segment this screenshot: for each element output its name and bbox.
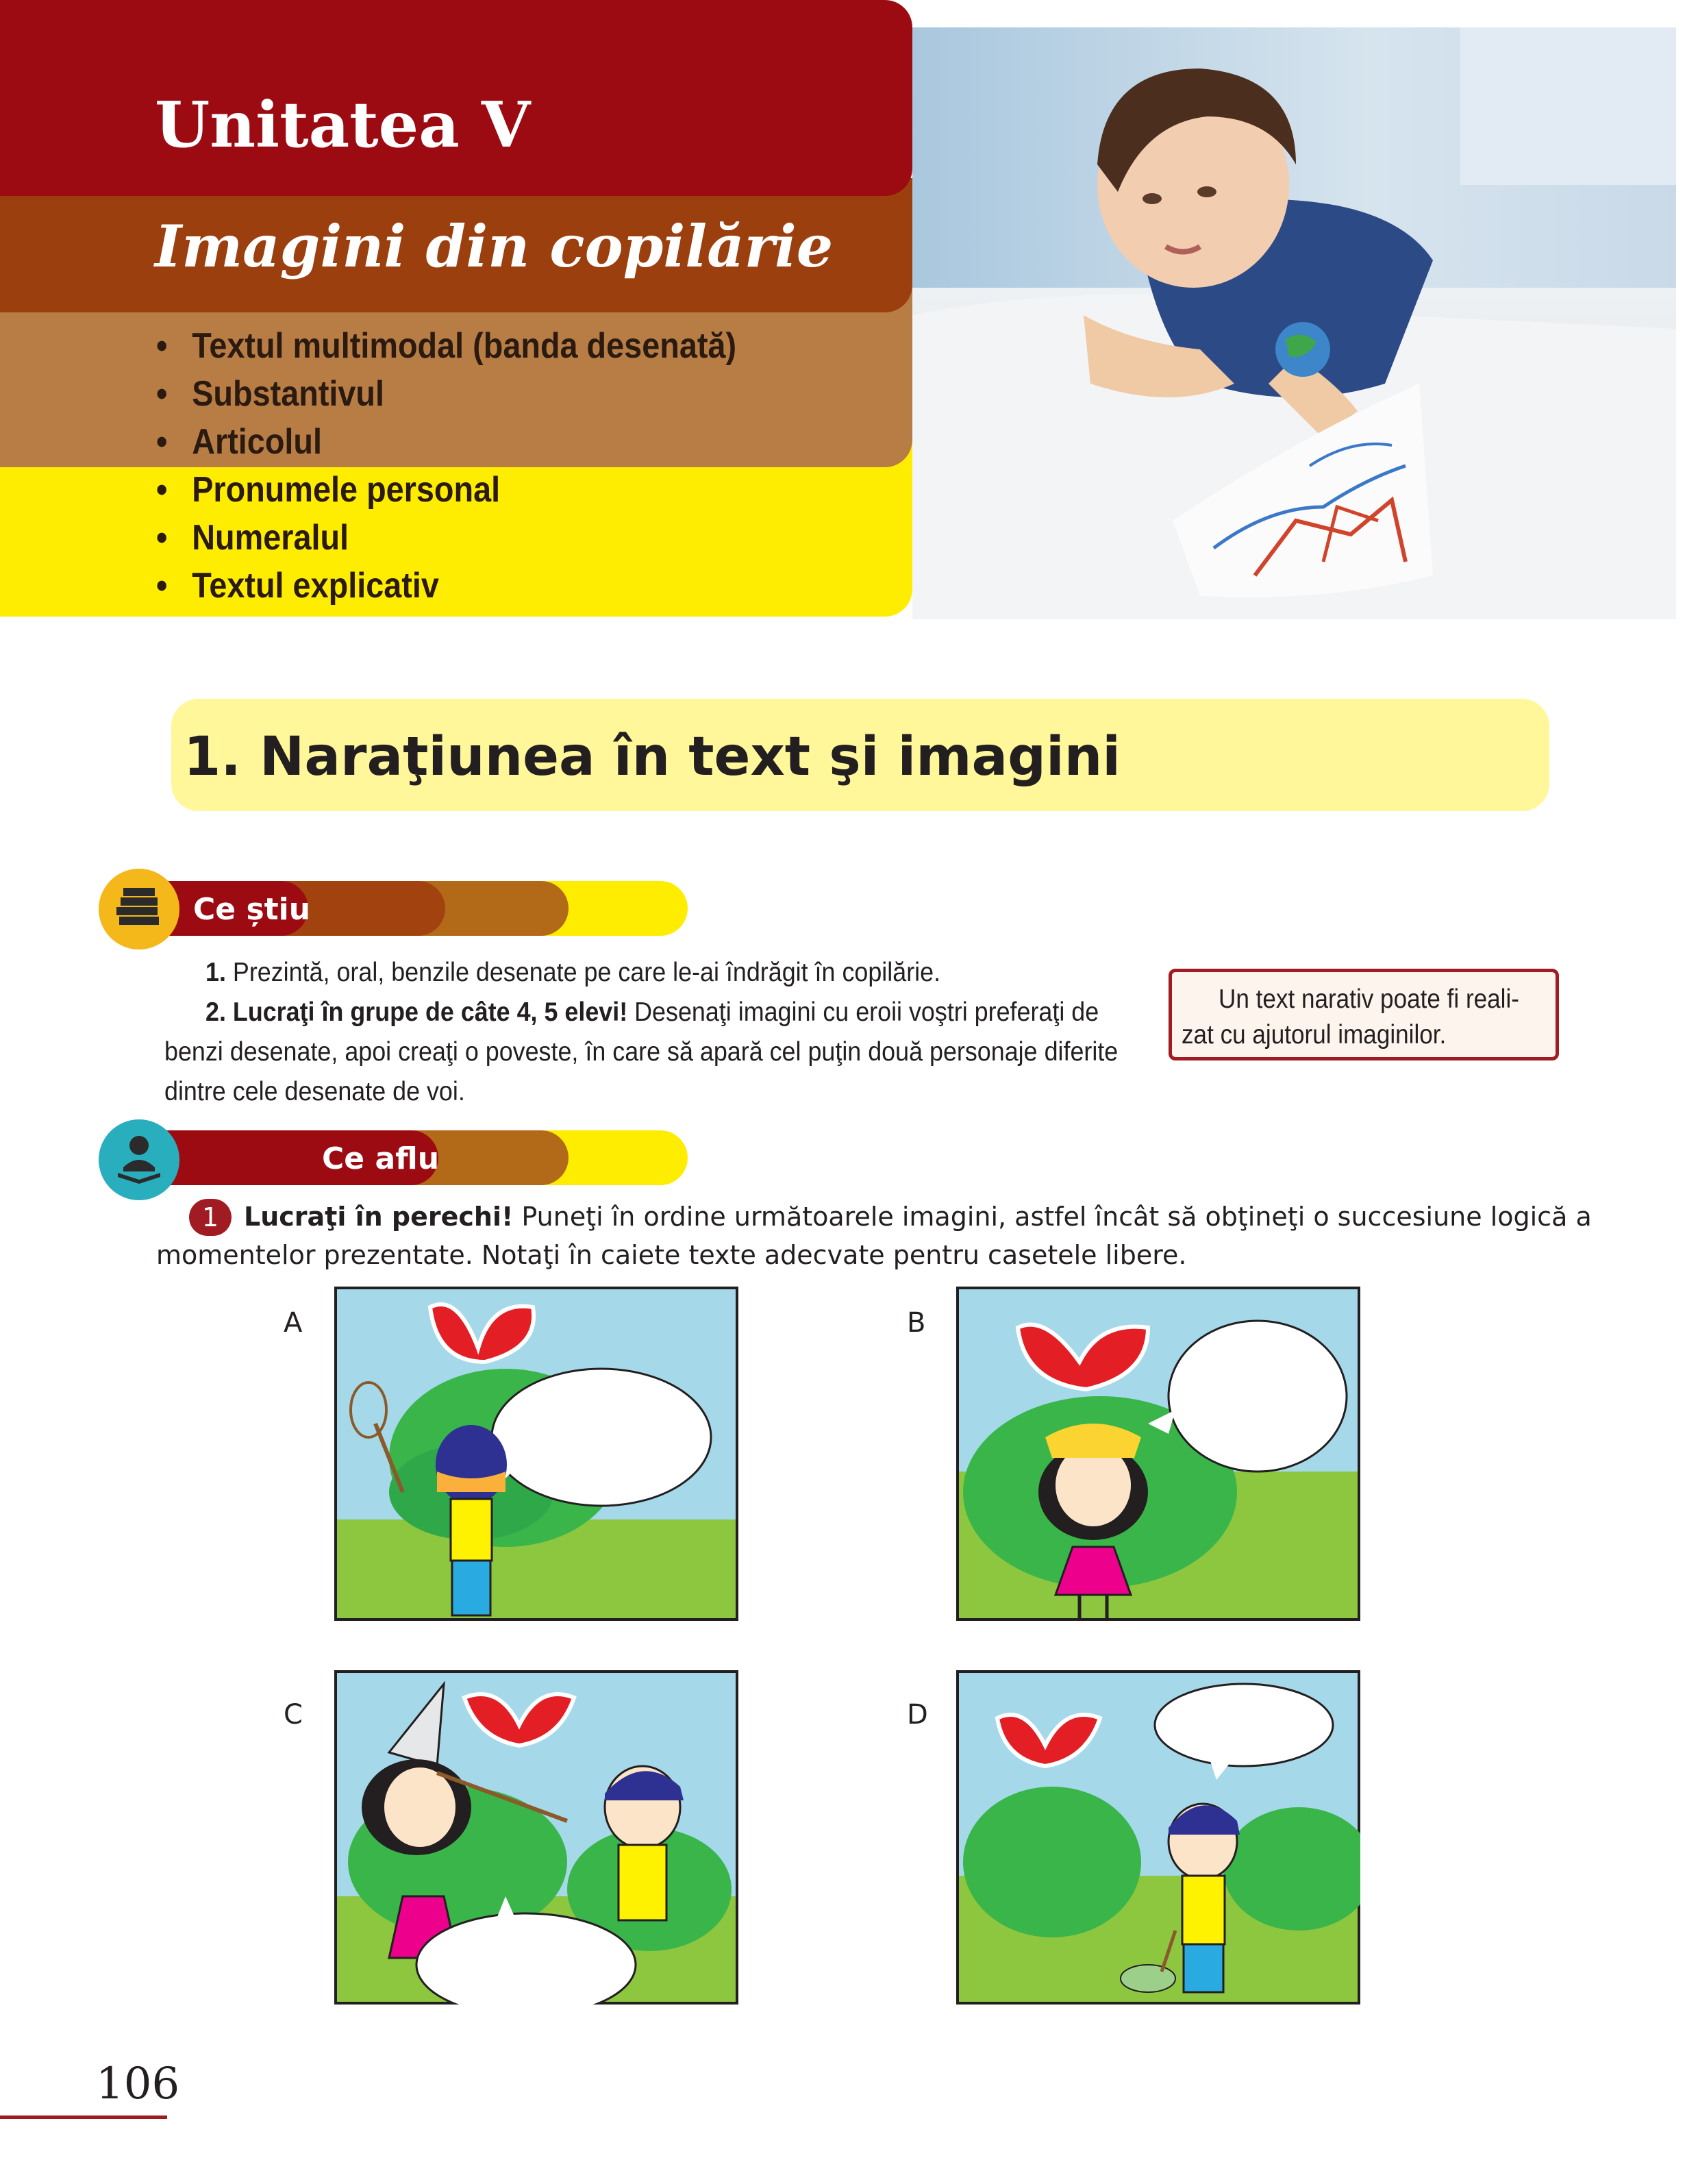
- topic-item: • Articolul: [156, 418, 736, 466]
- bullet-icon: •: [156, 566, 168, 606]
- ce-aflu-label: Ce aflu: [322, 1141, 440, 1176]
- topics-list: [156, 322, 801, 610]
- topic-item: • Substantivul: [156, 370, 736, 418]
- panel-letter-c: C: [284, 1699, 303, 1730]
- unit-subtitle: Imagini din copilărie: [155, 212, 834, 280]
- topic-item: • Pronumele personal: [156, 466, 736, 514]
- bullet-icon: •: [156, 470, 168, 510]
- task-line-2: momentelor prezentate. Notaţi în caiete texte adecvate pentru casetele libere.: [156, 1240, 1187, 1270]
- note-box: [1169, 969, 1559, 1060]
- panel-letter-d: D: [907, 1699, 928, 1730]
- bullet-icon: •: [156, 374, 168, 414]
- topic-item: • Textul multimodal (banda desenată): [156, 322, 736, 370]
- page-number-rule: [0, 2115, 167, 2119]
- note-line-1: Un text narativ poate fi reali-: [1219, 984, 1519, 1014]
- topic-item: • Numeralul: [156, 514, 736, 562]
- note-line-2: zat cu ajutorul imaginilor.: [1182, 1020, 1447, 1050]
- panel-letter-b: B: [907, 1307, 926, 1339]
- unit-title: Unitatea V: [155, 88, 531, 162]
- ce-stiu-item-2-line-2: benzi desenate, apoi creaţi o poveste, în care să apară cel puţin două personaje diferite: [164, 1037, 1119, 1067]
- comic-panel-a: [334, 1287, 738, 1621]
- ce-stiu-item-2: 2. Lucraţi în grupe de câte 4, 5 elevi! Desenaţi imagini cu eroii voştri preferaţi de: [205, 997, 1099, 1027]
- ce-stiu-item-2-line-3: dintre cele desenate de voi.: [164, 1077, 465, 1106]
- page-number: 106: [96, 2059, 180, 2109]
- task-number-badge: 1: [189, 1199, 232, 1236]
- comic-panel-b: [956, 1287, 1360, 1621]
- bullet-icon: •: [156, 326, 168, 366]
- comic-panel-c: [334, 1670, 738, 2005]
- reader-icon: [99, 1119, 179, 1200]
- bullet-icon: •: [156, 518, 168, 558]
- books-icon: [99, 869, 179, 950]
- panel-letter-a: A: [284, 1307, 303, 1339]
- lesson-title: 1. Naraţiunea în text şi imagini: [184, 726, 1121, 788]
- task-line-1: Lucraţi în perechi! Puneţi în ordine următoarele imagini, astfel încât să obţineţi o succesiune logică a: [244, 1202, 1592, 1232]
- ce-stiu-label: Ce știu: [193, 892, 311, 927]
- ce-stiu-item-1: 1. Prezintă, oral, benzile desenate pe care le-ai îndrăgit în copilărie.: [205, 958, 941, 987]
- comic-panel-d: [956, 1670, 1360, 2005]
- topic-item: • Textul explicativ: [156, 562, 736, 610]
- boy-drawing-photo: [912, 27, 1676, 619]
- bullet-icon: •: [156, 422, 168, 462]
